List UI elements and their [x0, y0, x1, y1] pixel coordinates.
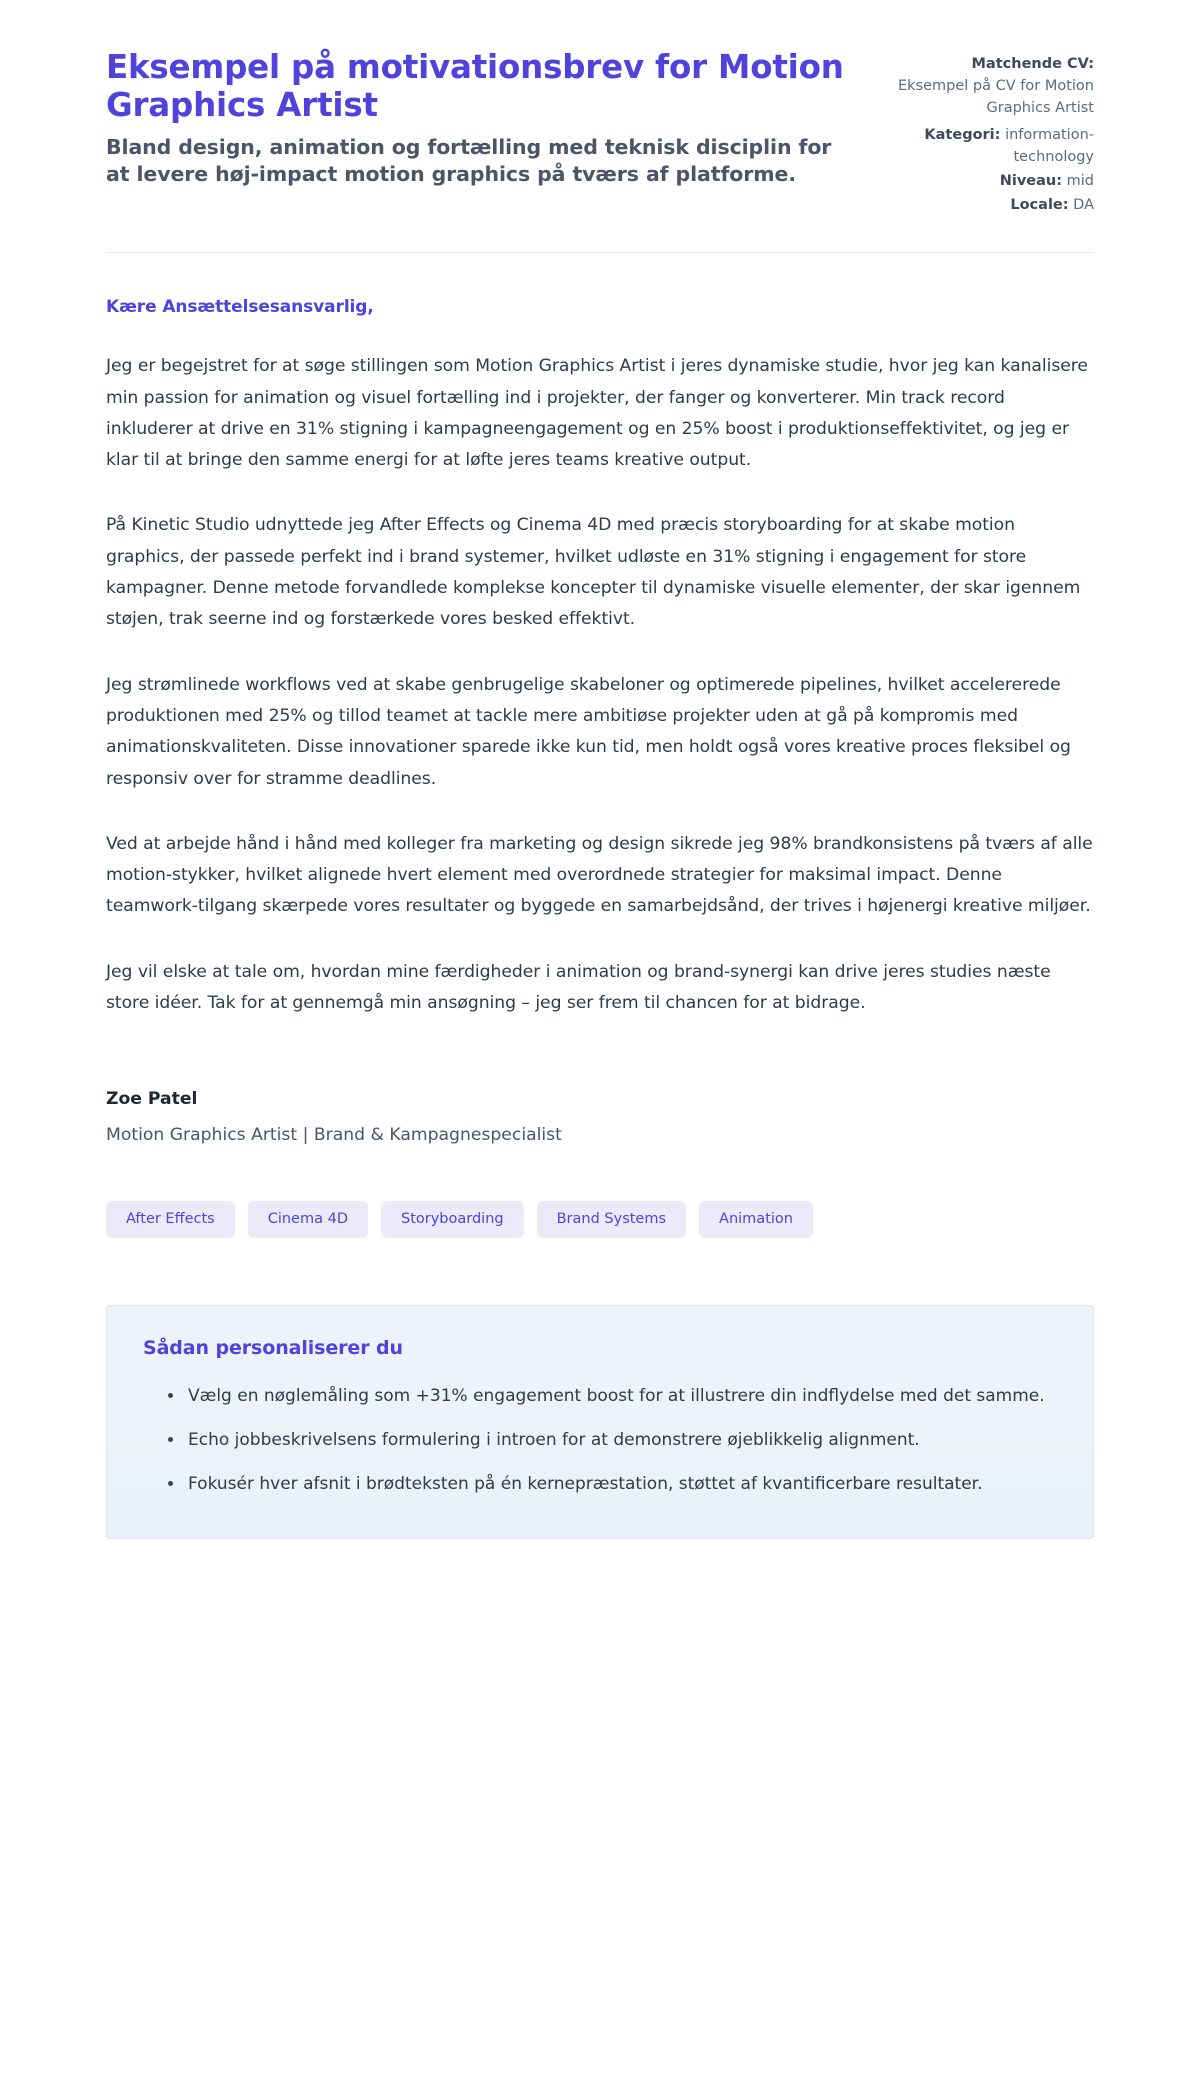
skill-chip[interactable]: Storyboarding — [381, 1201, 524, 1238]
skill-chip[interactable]: Animation — [699, 1201, 813, 1238]
meta-level — [894, 171, 1094, 193]
skill-chip[interactable]: Cinema 4D — [248, 1201, 368, 1238]
skill-chip[interactable]: Brand Systems — [537, 1201, 686, 1238]
meta-category-value: information-technology — [1005, 127, 1094, 165]
page-title: Eksempel på motivationsbrev for Motion Graphics Artist — [106, 48, 844, 125]
meta-locale — [894, 195, 1094, 217]
meta-level-value: mid — [1066, 172, 1094, 189]
meta-category — [894, 125, 1094, 169]
tips-list-item: Vælg en nøglemåling som +31% engagement boost for at illustrere din indflydelse med det samme. — [168, 1381, 1057, 1412]
meta-level-label: Niveau: — [999, 172, 1063, 189]
meta-matching-cv-value[interactable]: Eksempel på CV for Motion Graphics Artist — [898, 77, 1094, 116]
tips-title: Sådan personaliserer du — [143, 1336, 403, 1359]
letter-body — [106, 253, 1094, 1538]
document-header — [106, 48, 1094, 253]
skill-chip[interactable]: After Effects — [106, 1201, 235, 1238]
letter-salutation: Kære Ansættelsesansvarlig, — [106, 297, 374, 318]
tips-list-item: Echo jobbeskrivelsens formulering i introen for at demonstrere øjeblikkelig alignment. — [168, 1425, 1057, 1456]
letter-paragraph: Jeg er begejstret for at søge stillingen som Motion Graphics Artist i jeres dynamiske studie, hvor jeg kan kanalisere min passion for animation og visuel fortælling ind i projekter, der fanger og konverterer. Min track record inkluderer at drive en 31% stigning i kampagneengagement og en 25% boost i produktionseffektivitet, og jeg er klar til at bringe den samme energi for at løfte jeres teams kreative output. — [106, 356, 1088, 471]
meta-category-label: Kategori: — [924, 127, 1001, 144]
letter-paragraph: Jeg strømlinede workflows ved at skabe genbrugelige skabeloner og optimerede pipelines, hvilket accelererede produktionen med 25% og tillod teamet at tackle mere ambitiøse projekter uden at gå på kompromis med animationskvaliteten. Disse innovationer sparede ikke kun tid, men holdt også vores kreative proces fleksibel og responsiv over for stramme deadlines. — [106, 674, 1071, 789]
signature-block — [106, 1089, 1094, 1145]
page-subtitle: Bland design, animation og fortælling med teknisk disciplin for at levere høj-impact motion graphics på tværs af platforme. — [106, 135, 832, 187]
letter-paragraph: Jeg vil elske at tale om, hvordan mine færdigheder i animation og brand-synergi kan drive jeres studies næste store idéer. Tak for at gennemgå min ansøgning – jeg ser frem til chancen for at bidrage. — [106, 961, 1051, 1013]
meta-matching-cv — [894, 54, 1094, 119]
meta-locale-value: DA — [1073, 196, 1094, 213]
signature-name: Zoe Patel — [106, 1089, 198, 1110]
tips-list — [143, 1381, 1057, 1500]
letter-paragraph: Ved at arbejde hånd i hånd med kolleger fra marketing og design sikrede jeg 98% brandkonsistens på tværs af alle motion-stykker, hvilket alignede hvert element med overordnede strategier for maksimal impact. Denne teamwork-tilgang skærpede vores resultater og byggede en samarbejdsånd, der trives i højenergi kreative miljøer. — [106, 833, 1093, 917]
skill-chip-list — [106, 1201, 1094, 1238]
meta-locale-label: Locale: — [1010, 196, 1069, 213]
header-title-block — [106, 48, 846, 189]
document-meta — [894, 48, 1094, 218]
tips-list-item: Fokusér hver afsnit i brødteksten på én kernepræstation, støttet af kvantificerbare resultater. — [168, 1469, 1057, 1500]
meta-matching-cv-label: Matchende CV: — [971, 56, 1094, 72]
personalization-tips-callout — [106, 1305, 1094, 1539]
signature-role: Motion Graphics Artist | Brand & Kampagnespecialist — [106, 1125, 562, 1146]
letter-paragraph: På Kinetic Studio udnyttede jeg After Effects og Cinema 4D med præcis storyboarding for at skabe motion graphics, der passede perfekt ind i brand systemer, hvilket udløste en 31% stigning i engagement for store kampagner. Denne metode forvandlede komplekse koncepter til dynamiske visuelle elementer, der skar igennem støjen, trak seerne ind og forstærkede vores besked effektivt. — [106, 515, 1081, 630]
